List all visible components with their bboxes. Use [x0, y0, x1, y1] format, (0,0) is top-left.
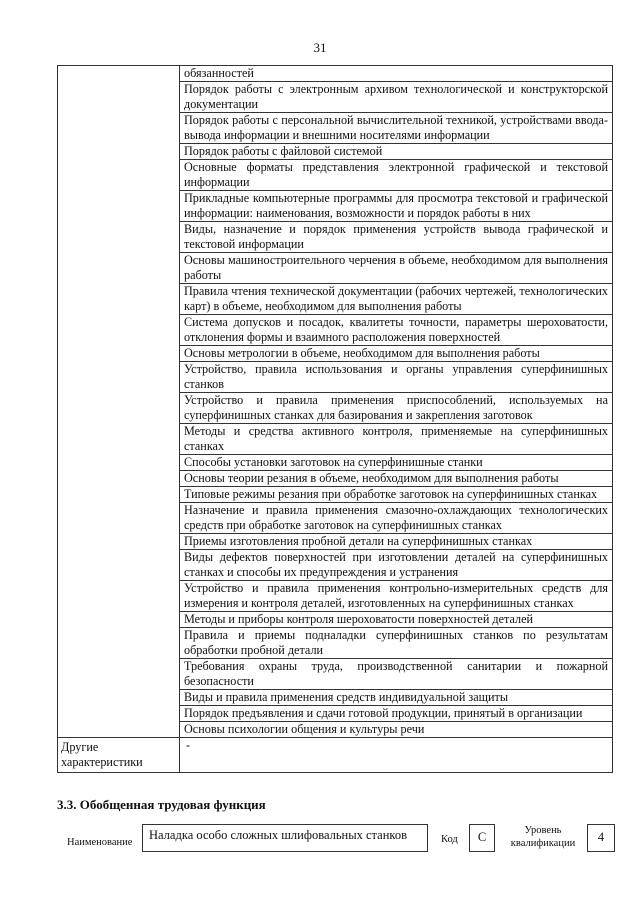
- knowledge-item: Правила и приемы подналадки суперфинишных станков по результатам обработки пробной детали: [180, 628, 613, 659]
- knowledge-item: Система допусков и посадок, квалитеты точности, параметры шероховатости, отклонения формы и взаимного расположения поверхностей: [180, 315, 613, 346]
- knowledge-item: Методы и средства активного контроля, применяемые на суперфинишных станках: [180, 424, 613, 455]
- knowledge-item: Порядок предъявления и сдачи готовой продукции, принятый в организации: [180, 706, 613, 722]
- knowledge-item: Основы машиностроительного черчения в объеме, необходимом для выполнения работы: [180, 253, 613, 284]
- knowledge-item: Устройство и правила применения приспособлений, используемых на суперфинишных станках для базирования и закрепления заготовок: [180, 393, 613, 424]
- knowledge-row: [58, 66, 613, 82]
- knowledge-item: Порядок работы с файловой системой: [180, 144, 613, 160]
- knowledge-item: Способы установки заготовок на суперфинишные станки: [180, 455, 613, 471]
- level-value-box: 4: [587, 824, 615, 852]
- knowledge-table-body: [58, 66, 613, 773]
- name-value-box: Наладка особо сложных шлифовальных станков: [142, 824, 428, 852]
- knowledge-item: Требования охраны труда, производственной санитарии и пожарной безопасности: [180, 659, 613, 690]
- level-label: Уровень квалификации: [510, 825, 576, 849]
- code-value-box: C: [469, 824, 495, 852]
- name-label: Наименование: [67, 837, 133, 848]
- other-characteristics-value: -: [180, 738, 613, 773]
- knowledge-item: Назначение и правила применения смазочно-охлаждающих технологических средств при обработке заготовок на суперфинишных станках: [180, 503, 613, 534]
- knowledge-item: Типовые режимы резания при обработке заготовок на суперфинишных станках: [180, 487, 613, 503]
- other-characteristics-label: Другие характеристики: [58, 738, 180, 773]
- knowledge-item: Виды и правила применения средств индивидуальной защиты: [180, 690, 613, 706]
- knowledge-item: Прикладные компьютерные программы для просмотра текстовой и графической информации: наименования, возможности и порядок работы в них: [180, 191, 613, 222]
- knowledge-item: Приемы изготовления пробной детали на суперфинишных станках: [180, 534, 613, 550]
- labor-function-row: [57, 822, 617, 862]
- knowledge-item: Основные форматы представления электронной графической и текстовой информации: [180, 160, 613, 191]
- page-number: 31: [313, 40, 327, 55]
- knowledge-table: [57, 65, 613, 773]
- knowledge-item: Основы метрологии в объеме, необходимом для выполнения работы: [180, 346, 613, 362]
- knowledge-item: обязанностей: [180, 66, 613, 82]
- knowledge-item: Методы и приборы контроля шероховатости поверхностей деталей: [180, 612, 613, 628]
- knowledge-item: Виды, назначение и порядок применения устройств вывода графической и текстовой информации: [180, 222, 613, 253]
- knowledge-item: Основы психологии общения и культуры речи: [180, 722, 613, 738]
- knowledge-item: Правила чтения технической документации (рабочих чертежей, технологических карт) в объеме, необходимом для выполнения работы: [180, 284, 613, 315]
- knowledge-item: Порядок работы с персональной вычислительной техникой, устройствами ввода-вывода информации и внешними носителями информации: [180, 113, 613, 144]
- knowledge-item: Порядок работы с электронным архивом технологической и конструкторской документации: [180, 82, 613, 113]
- section-heading: 3.3. Обобщенная трудовая функция: [57, 797, 266, 812]
- knowledge-item: Виды дефектов поверхностей при изготовлении деталей на суперфинишных станках и способы их предупреждения и устранения: [180, 550, 613, 581]
- knowledge-item: Основы теории резания в объеме, необходимом для выполнения работы: [180, 471, 613, 487]
- knowledge-item: Устройство, правила использования и органы управления суперфинишных станков: [180, 362, 613, 393]
- knowledge-item: Устройство и правила применения контрольно-измерительных средств для измерения и контроля деталей, изготовленных на суперфинишных станках: [180, 581, 613, 612]
- code-label: Код: [441, 834, 458, 845]
- other-characteristics-row: [58, 738, 613, 773]
- knowledge-label-cell: [58, 66, 180, 738]
